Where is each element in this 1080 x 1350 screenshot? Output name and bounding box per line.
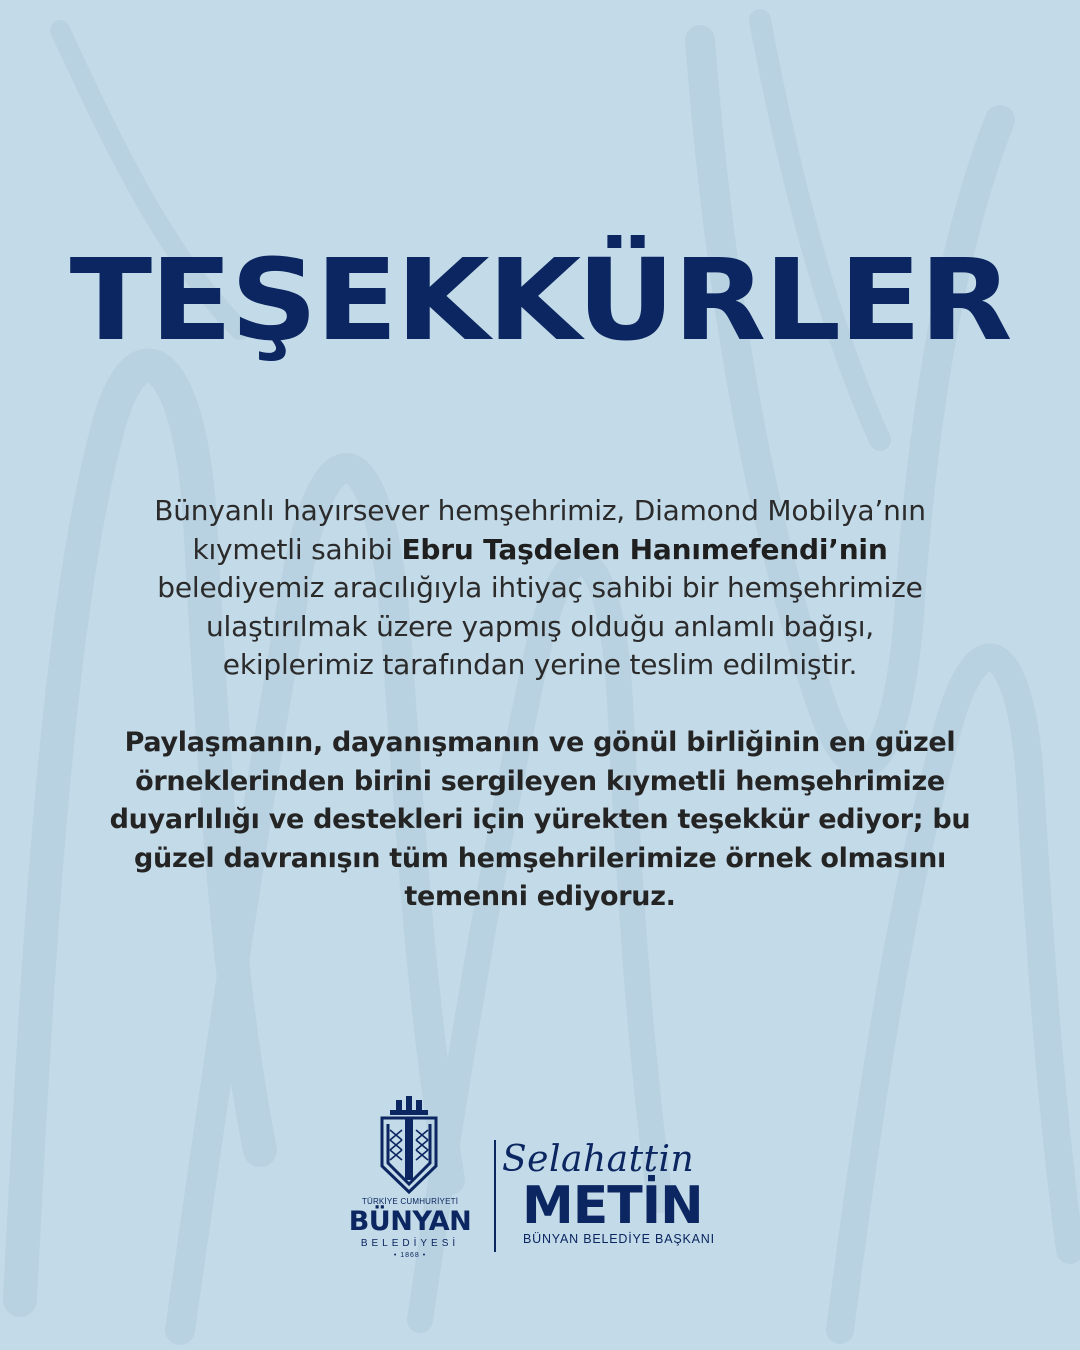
castle-crest-icon xyxy=(372,1096,446,1196)
donor-name: Ebru Taşdelen Hanımefendi’nin xyxy=(401,532,888,566)
thanks-line: Paylaşmanın, dayanışmanın ve gönül birliğinin en güzel xyxy=(124,727,956,758)
thanks-line: örneklerinden birini sergileyen kıymetli hemşehrimize xyxy=(135,765,945,797)
donation-paragraph xyxy=(90,492,990,685)
donation-line-text: Bünyanlı hayırsever hemşehrimiz, Diamond Mobilya’nın xyxy=(154,494,926,527)
donation-line-text: kıymetli sahibi xyxy=(192,532,402,566)
donation-line-text: ulaştırılmak üzere yapmış olduğu anlamlı bağışı, xyxy=(206,609,874,643)
donation-line xyxy=(90,531,990,570)
mayor-last-name: METİN xyxy=(522,1176,703,1236)
mayor-first-name: Selahattin xyxy=(502,1139,695,1180)
donation-line xyxy=(90,492,990,531)
municipality-gov-text: TÜRKİYE CUMHURİYETİ xyxy=(361,1197,459,1206)
thanks-paragraph xyxy=(90,724,990,917)
municipality-sub: BELEDİYESİ xyxy=(360,1238,460,1249)
donation-line xyxy=(90,608,990,647)
municipality-year: • 1868 • xyxy=(393,1252,427,1259)
mayor-title: BÜNYAN BELEDİYE BAŞKANI xyxy=(523,1232,715,1246)
donation-line xyxy=(90,646,990,685)
donation-line-text: belediyemiz aracılığıyla ihtiyaç sahibi bir hemşehrimize xyxy=(157,571,923,605)
donation-line xyxy=(90,569,990,608)
thanks-line: duyarlılığı ve destekleri için yürekten teşekkür ediyor; bu xyxy=(109,804,971,836)
footer-divider xyxy=(494,1140,496,1252)
donation-line-text: ekiplerimiz tarafından yerine teslim edilmiştir. xyxy=(222,648,858,682)
thanks-line: güzel davranışın tüm hemşehrilerimize örnek olmasını xyxy=(134,842,946,874)
municipality-name: BÜNYAN xyxy=(348,1206,472,1237)
page-title: TEŞEKKÜRLER xyxy=(69,236,1011,366)
footer-signature xyxy=(0,1090,1080,1270)
thanks-line: temenni ediyoruz. xyxy=(404,881,676,913)
